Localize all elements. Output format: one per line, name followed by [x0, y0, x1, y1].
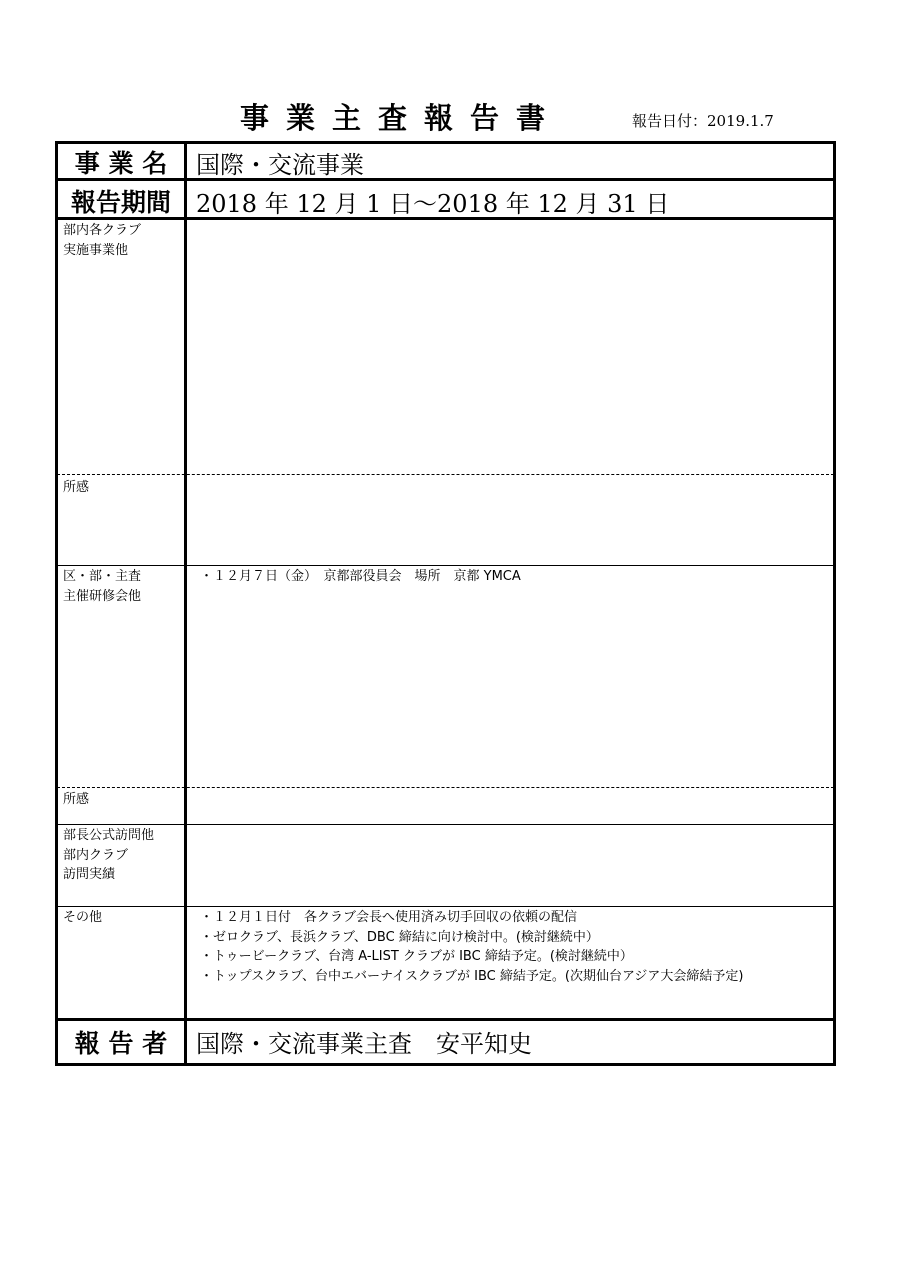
row-divider: [57, 565, 834, 566]
training-content: [200, 567, 521, 587]
report-period-label: 報告期間: [70, 188, 171, 217]
dashed-divider: [57, 787, 834, 788]
club-events-label: 部内各クラブ 実施事業他: [63, 223, 142, 258]
reporter-value: 国際・交流事業主査 安平知史: [196, 1030, 532, 1058]
list-item: ・１２月７日（金） 京都部役員会 場所 京都 YMCA: [200, 569, 521, 584]
list-item: ・１２月１日付 各クラブ会長へ使用済み切手回収の依頼の配信: [200, 910, 578, 925]
report-date: [632, 110, 774, 131]
other-content: [200, 908, 744, 986]
list-item: ・トップスクラブ、台中エバーナイスクラブが IBC 締結予定。(次期仙台アジア大会締結予定): [200, 968, 744, 984]
dashed-divider: [57, 474, 834, 475]
training-label: 区・部・主査 主催研修会他: [63, 569, 142, 604]
other-label: その他: [63, 910, 103, 925]
report-date-value: 2019.1.7: [707, 112, 774, 130]
row-divider: [57, 824, 834, 825]
reporter-label: 報 告 者: [74, 1029, 168, 1058]
row-divider: [55, 1018, 836, 1021]
visits-label: 部長公式訪問他 部内クラブ 訪問実績: [63, 828, 155, 882]
business-name-value: 国際・交流事業: [196, 151, 364, 179]
club-events-impression-label: 所感: [63, 480, 90, 495]
column-divider: [184, 141, 187, 1066]
report-period-value: 2018 年 12 月 1 日～2018 年 12 月 31 日: [196, 190, 670, 218]
list-item: ・トゥービークラブ、台湾 A-LIST クラブが IBC 締結予定。(検討継続中）: [200, 949, 633, 964]
business-name-label: 事 業 名: [74, 149, 168, 178]
list-item: ・ゼロクラブ、長浜クラブ、DBC 締結に向け検討中。(検討継続中）: [200, 929, 599, 945]
document-title: 事業主査報告書: [240, 101, 563, 135]
row-divider: [57, 906, 834, 907]
training-impression-label: 所感: [63, 792, 90, 807]
report-date-label: 報告日付：: [632, 112, 708, 130]
